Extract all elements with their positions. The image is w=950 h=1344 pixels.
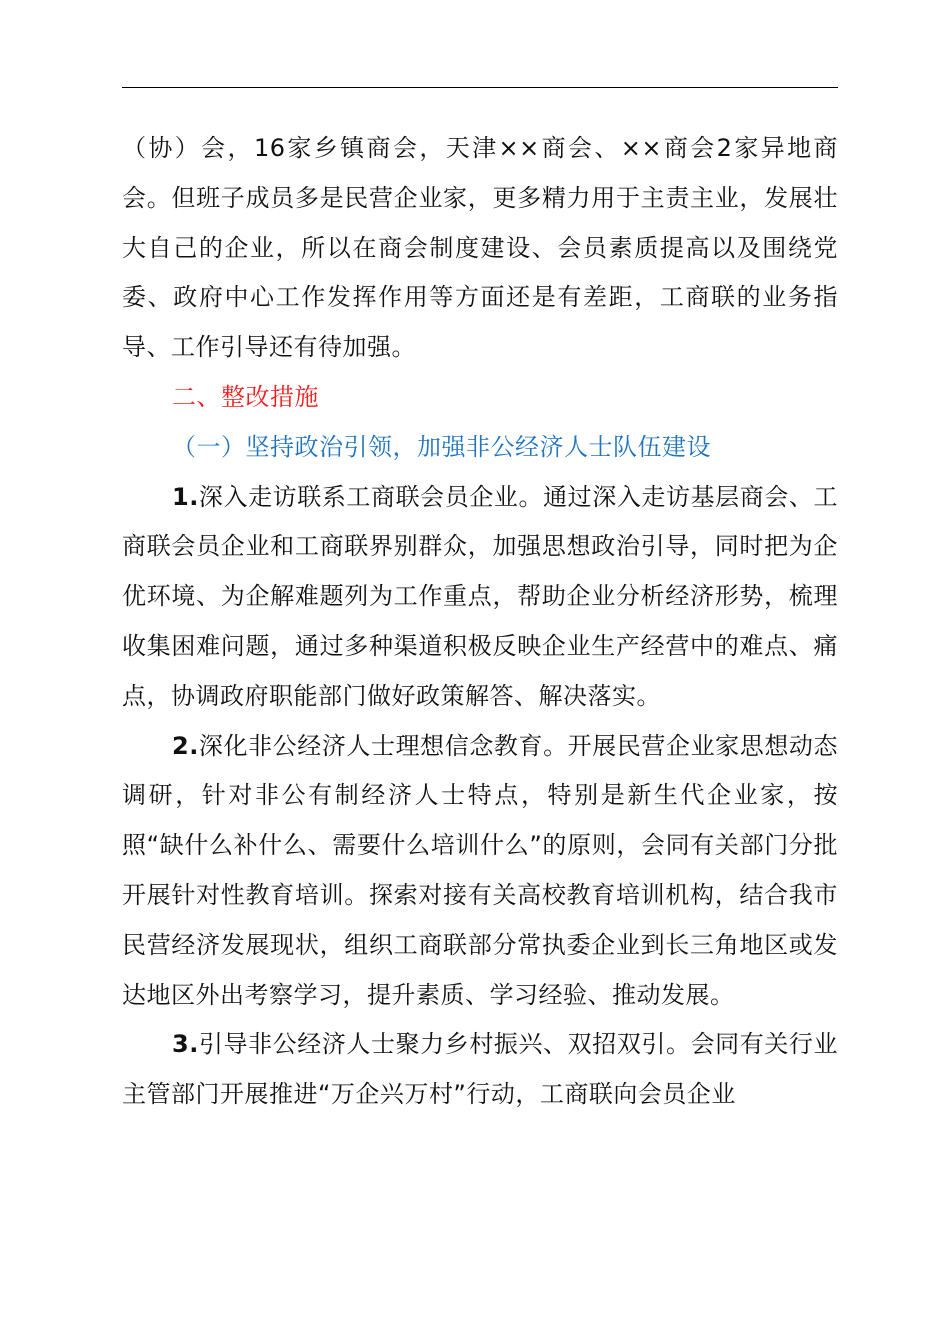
list-item-number: 1. [172, 482, 199, 511]
subsection-heading [122, 423, 838, 473]
section-heading: 二、整改措施 [172, 382, 319, 411]
list-item-text: 深入走访联系工商联会员企业。通过深入走访基层商会、工商联会员企业和工商联界别群众，加强思想政治引导，同时把为企优环境、为企解难题列为工作重点，帮助企业分析经济形势，梳理收集困难问题，通过多种渠道积极反映企业生产经营中的难点、痛点，协调政府职能部门做好政策解答、解决落实。 [122, 482, 838, 710]
subsection-heading-text: （一）坚持政治引领，加强非公经济人士队伍建设 [172, 432, 711, 461]
header-rule [122, 87, 838, 88]
list-item-number: 3. [172, 1030, 199, 1059]
list-item-text: 深化非公经济人士理想信念教育。开展民营企业家思想动态调研，针对非公有制经济人士特点，特别是新生代企业家，按照“缺什么补什么、需要什么培训什么”的原则，会同有关部门分批开展针对性教育培训。探索对接有关高校教育培训机构，结合我市民营经济发展现状，组织工商联部分常执委企业到长三角地区或发达地区外出考察学习，提升素质、学习经验、推动发展。 [122, 731, 838, 1009]
paragraph-continuation: （协）会，16家乡镇商会，天津××商会、××商会2家异地商会。但班子成员多是民营企业家，更多精力用于主责主业，发展壮大自己的企业，所以在商会制度建设、会员素质提高以及围绕党委、政府中心工作发挥作用等方面还是有差距，工商联的业务指导、工作引导还有待加强。 [122, 134, 838, 362]
list-item-3 [122, 1020, 838, 1120]
list-item-text: 引导非公经济人士聚力乡村振兴、双招双引。会同有关行业主管部门开展推进“万企兴万村”行动，工商联向会员企业 [122, 1030, 838, 1109]
document-body [122, 124, 838, 1120]
list-item-1 [122, 473, 838, 722]
list-item-number: 2. [172, 731, 199, 760]
list-item-2 [122, 722, 838, 1021]
